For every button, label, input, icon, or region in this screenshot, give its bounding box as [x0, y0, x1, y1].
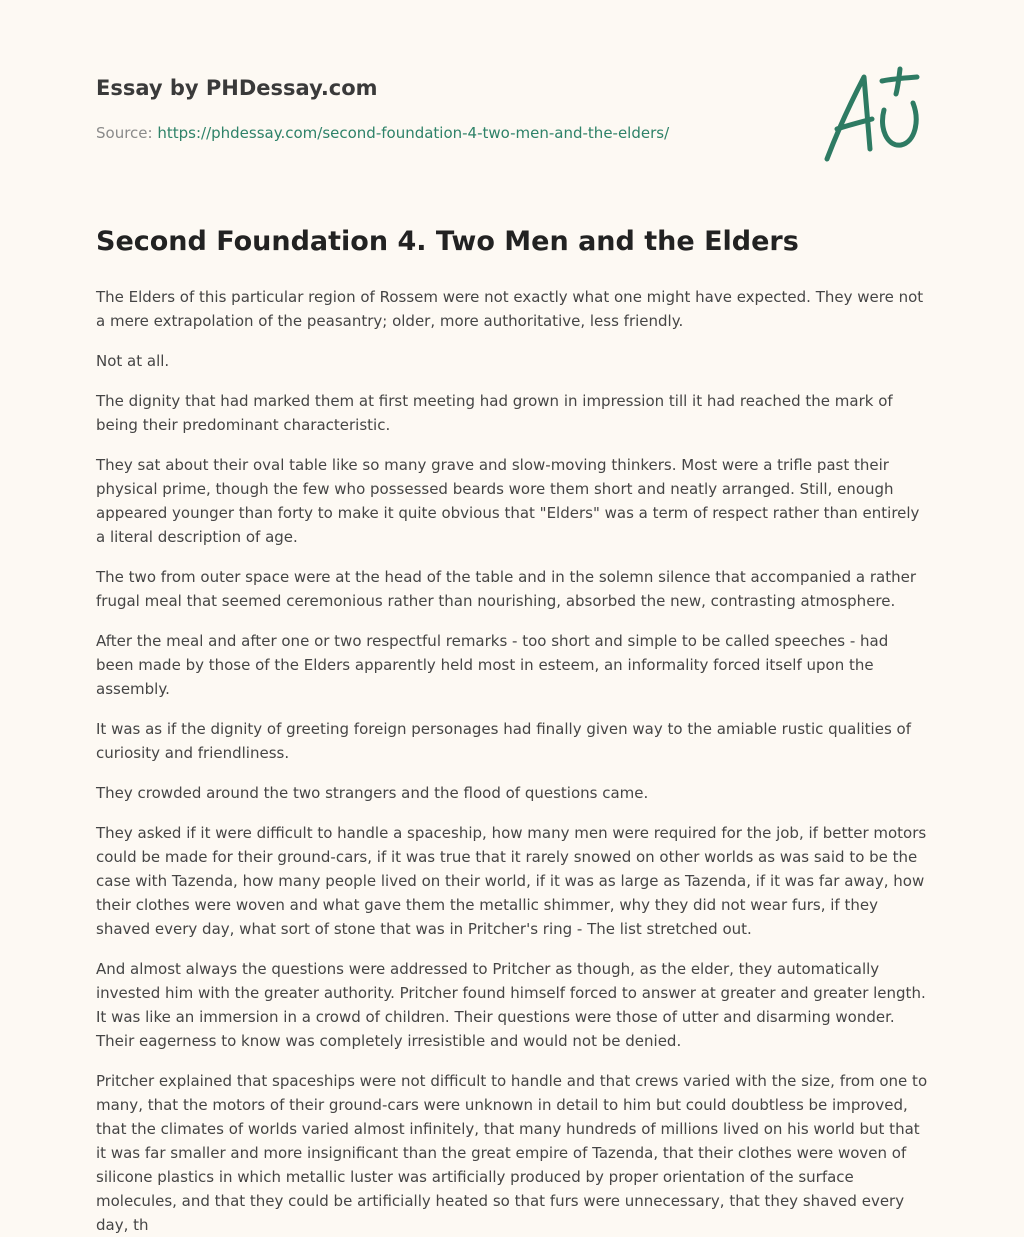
essay-paragraph: They crowded around the two strangers and the flood of questions came. — [96, 784, 649, 802]
essay-paragraph: Not at all. — [96, 352, 170, 370]
essay-paragraph: And almost always the questions were addressed to Pritcher as though, as the elder, they automatically invested him with the greater authority. Pritcher found himself forced to answer at greater and greater length. It was like an immersion in a crowd of children. Their questions were those of utter and disarming wonder. Their eagerness to know was completely irresistible and would not be denied. — [96, 960, 926, 1050]
source-line — [96, 124, 669, 142]
essay-paragraph: It was as if the dignity of greeting foreign personages had finally given way to the amiable rustic qualities of curiosity and friendliness. — [96, 720, 911, 762]
essay-body — [96, 285, 930, 1237]
site-brand-title: Essay by PHDessay.com — [96, 76, 378, 100]
essay-paragraph: The dignity that had marked them at first meeting had grown in impression till it had reached the mark of being their predominant characteristic. — [96, 392, 893, 434]
essay-paragraph: Pritcher explained that spaceships were not difficult to handle and that crews varied with the size, from one to many, that the motors of their ground-cars were unknown in detail to him but could doubtless be improved, that the climates of worlds varied almost infinitely, that many hundreds of millions lived on his world but that it was far smaller and more insignificant than the great empire of Tazenda, that their clothes were woven of silicone plastics in which metallic luster was artificially produced by proper orientation of the surface molecules, and that they could be artificially heated so that furs were unnecessary, that they shaved every day, th — [96, 1072, 928, 1234]
essay-paragraph: The two from outer space were at the head of the table and in the solemn silence that accompanied a rather frugal meal that seemed ceremonious rather than nourishing, absorbed the new, contrasting atmosphere. — [96, 568, 917, 610]
essay-title: Second Foundation 4. Two Men and the Elders — [96, 226, 799, 257]
essay-paragraph: They asked if it were difficult to handle a spaceship, how many men were required for the job, if better motors could be made for their ground-cars, if it was true that it rarely snowed on other worlds as was said to be the case with Tazenda, how many people lived on their world, if it was as large as Tazenda, if it was far away, how their clothes were woven and what gave them the metallic shimmer, why they did not wear furs, if they shaved every day, what sort of stone that was in Pritcher's ring - The list stretched out. — [96, 824, 927, 938]
essay-paragraph: After the meal and after one or two respectful remarks - too short and simple to be called speeches - had been made by those of the Elders apparently held most in esteem, an informality forced itself upon the assembly. — [96, 632, 889, 698]
source-link[interactable]: https://phdessay.com/second-foundation-4-two-men-and-the-elders/ — [157, 124, 670, 142]
essay-paragraph: The Elders of this particular region of Rossem were not exactly what one might have expected. They were not a mere extrapolation of the peasantry; older, more authoritative, less friendly. — [96, 288, 924, 330]
a-plus-logo-icon — [824, 66, 928, 166]
essay-paragraph: They sat about their oval table like so many grave and slow-moving thinkers. Most were a trifle past their physical prime, though the few who possessed beards wore them short and neatly arranged. Still, enough appeared younger than forty to make it quite obvious that "Elders" was a term of respect rather than entirely a literal description of age. — [96, 456, 920, 546]
source-label: Source: — [96, 124, 153, 142]
